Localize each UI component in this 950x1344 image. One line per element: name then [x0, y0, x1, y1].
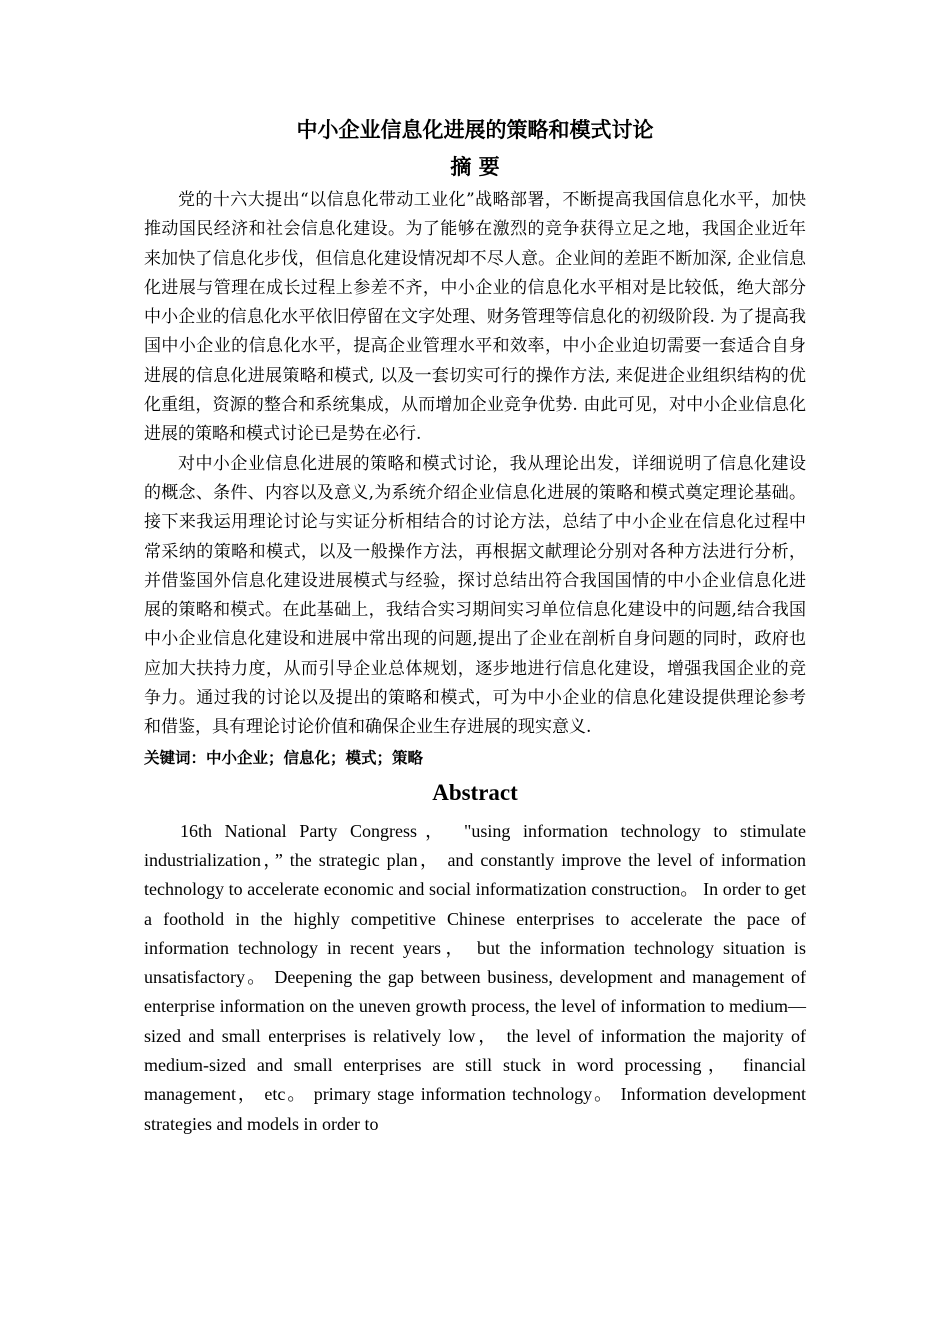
document-title: 中小企业信息化进展的策略和模式讨论: [296, 118, 654, 142]
english-abstract-heading: Abstract: [432, 779, 518, 805]
abstract-paragraph: 党的十六大提出“以信息化带动工业化”战略部署，不断提高我国信息化水平，加快推动国民经济和社会信息化建设。为了能够在激烈的竞争获得立足之地，我国企业近年来加快了信息化步伐，但信息化建设情况却不尽人意。企业间的差距不断加深, 企业信息化进展与管理在成长过程上参差不齐，中小企业的信息化水平相对是比较低，绝大部分中小企业的信息化水平依旧停留在文字处理、财务管理等信息化的初级阶段. 为了提高我国中小企业的信息化水平，提高企业管理水平和效率，中小企业迫切需要一套适合自身进展的信息化进展策略和模式, 以及一套切实可行的操作方法, 来促进企业组织结构的优化重组，资源的整合和系统集成，从而增加企业竞争优势. 由此可见，对中小企业信息化进展的策略和模式讨论已是势在必行.: [144, 190, 806, 445]
keywords-line: 关键词：中小企业；信息化；模式；策略: [144, 748, 424, 767]
abstract-paragraph: 对中小企业信息化进展的策略和模式讨论，我从理论出发，详细说明了信息化建设的概念、条件、内容以及意义,为系统介绍企业信息化进展的策略和模式奠定理论基础。接下来我运用理论讨论与实证分析相结合的讨论方法，总结了中小企业在信息化过程中常采纳的策略和模式，以及一般操作方法，再根据文献理论分别对各种方法进行分析，并借鉴国外信息化建设进展模式与经验，探讨总结出符合我国国情的中小企业信息化进展的策略和模式。在此基础上，我结合实习期间实习单位信息化建设中的问题,结合我国中小企业信息化建设和进展中常出现的问题,提出了企业在剖析自身问题的同时，政府也应加大扶持力度，从而引导企业总体规划，逐步地进行信息化建设，增强我国企业的竞争力。通过我的讨论以及提出的策略和模式，可为中小企业的信息化建设提供理论参考和借鉴，具有理论讨论价值和确保企业生存进展的现实意义.: [144, 453, 806, 738]
document-page: [144, 112, 806, 1139]
abstract-heading: 摘 要: [450, 155, 500, 179]
english-abstract-paragraph: 16th National Party Congress， "using information technology to stimulate industrialization，” the strategic plan， and constantly improve the level of information technology to accelerate economic and social informatization construction。 In order to get a foothold in the highly competitive Chinese enterprises to accelerate the pace of information technology in recent years， but the information technology situation is unsatisfactory。 Deepening the gap between business, development and management of enterprise information on the uneven growth process, the level of information to medium—sized and small enterprises is relatively low， the level of information the majority of medium-sized and small enterprises are still stuck in word processing， financial management， etc。 primary stage information technology。 Information development strategies and models in order to: [144, 820, 806, 1134]
